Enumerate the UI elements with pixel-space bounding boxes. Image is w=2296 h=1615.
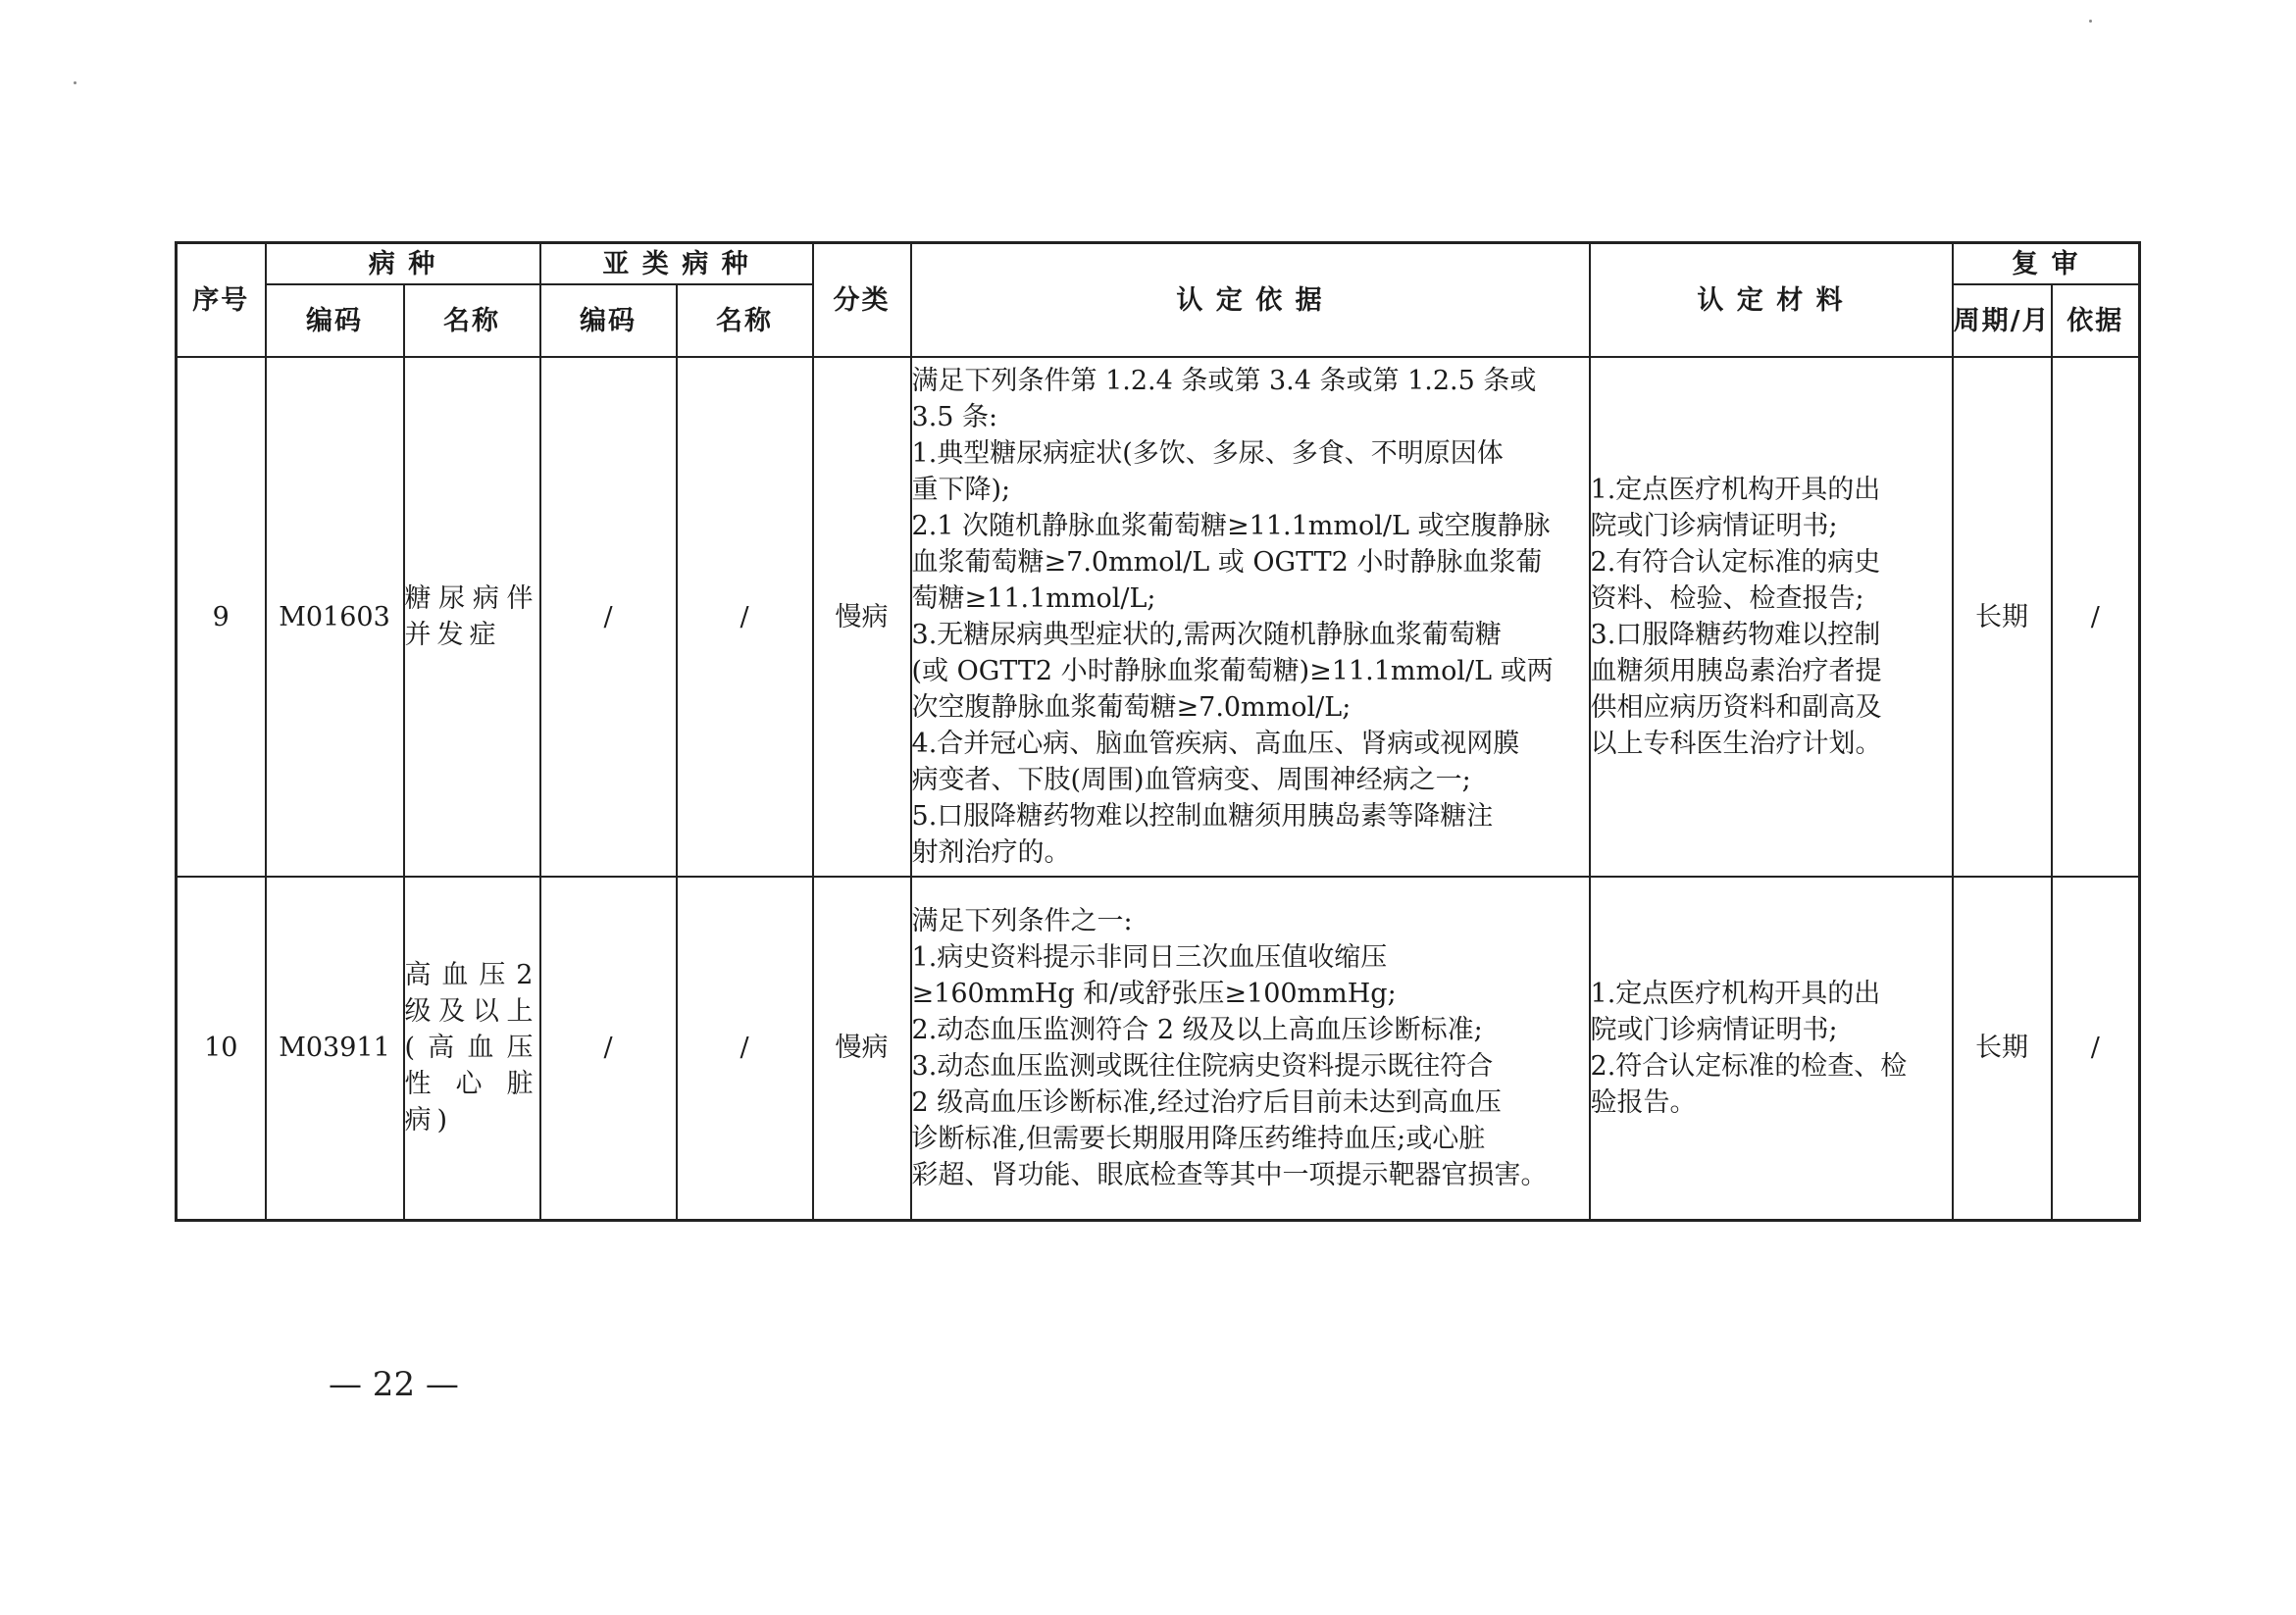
header-seq: 序号 bbox=[177, 243, 266, 358]
row-code: M01603 bbox=[266, 357, 404, 877]
basis-line: 重下降); bbox=[911, 475, 1011, 505]
materials-line: 院或门诊病情证明书; bbox=[1590, 511, 1838, 541]
page-number: — 22 — bbox=[329, 1365, 459, 1404]
basis-line: 血浆葡萄糖≥7.0mmol/L 或 OGTT2 小时静脉血浆葡 bbox=[911, 547, 1543, 578]
basis-line: 2 级高血压诊断标准,经过治疗后目前未达到高血压 bbox=[911, 1086, 1502, 1118]
basis-line: 射剂治疗的。 bbox=[911, 837, 1071, 868]
table-row bbox=[177, 357, 2140, 877]
header-code: 编码 bbox=[266, 284, 404, 357]
basis-line: (或 OGTT2 小时静脉血浆葡萄糖)≥11.1mmol/L 或两 bbox=[911, 656, 1554, 686]
row-name: 糖尿病伴并发症 bbox=[404, 357, 540, 877]
materials-line: 1.定点医疗机构开具的出 bbox=[1590, 475, 1881, 505]
row-sub-code: / bbox=[540, 357, 677, 877]
basis-line: 彩超、肾功能、眼底检查等其中一项提示靶器官损害。 bbox=[911, 1159, 1548, 1190]
header-disease-group: 病 种 bbox=[266, 243, 540, 285]
materials-line: 2.符合认定标准的检查、检 bbox=[1590, 1050, 1908, 1082]
row-category: 慢病 bbox=[813, 357, 911, 877]
basis-line: 1.典型糖尿病症状(多饮、多尿、多食、不明原因体 bbox=[911, 438, 1504, 469]
row-code: M03911 bbox=[266, 877, 404, 1220]
basis-line: 1.病史资料提示非同日三次血压值收缩压 bbox=[911, 941, 1388, 973]
basis-line: 满足下列条件第 1.2.4 条或第 3.4 条或第 1.2.5 条或 bbox=[911, 366, 1537, 396]
basis-line: 病变者、下肢(周围)血管病变、周围神经病之一; bbox=[911, 765, 1471, 795]
header-row-1 bbox=[177, 243, 2140, 285]
materials-line: 3.口服降糖药物难以控制 bbox=[1590, 620, 1881, 650]
materials-line: 以上专科医生治疗计划。 bbox=[1590, 729, 1882, 759]
header-review-group: 复 审 bbox=[1953, 243, 2140, 285]
header-sub-code: 编码 bbox=[540, 284, 677, 357]
row-period: 长期 bbox=[1953, 877, 2052, 1220]
basis-line: 3.动态血压监测或既往住院病史资料提示既往符合 bbox=[911, 1050, 1494, 1082]
basis-line: 诊断标准,但需要长期服用降压药维持血压;或心脏 bbox=[911, 1123, 1486, 1154]
row-name: 高血压2级及以上(高血压性心脏病) bbox=[404, 877, 540, 1220]
row-seq: 10 bbox=[177, 877, 266, 1220]
header-sub-name: 名称 bbox=[677, 284, 813, 357]
materials-line: 验报告。 bbox=[1590, 1086, 1697, 1118]
header-materials: 认 定 材 料 bbox=[1590, 243, 1953, 358]
table-row bbox=[177, 877, 2140, 1220]
row-seq: 9 bbox=[177, 357, 266, 877]
row-materials bbox=[1590, 877, 1953, 1220]
materials-line: 2.有符合认定标准的病史 bbox=[1590, 547, 1881, 578]
row-materials bbox=[1590, 357, 1953, 877]
row-category: 慢病 bbox=[813, 877, 911, 1220]
basis-line: 次空腹静脉血浆葡萄糖≥7.0mmol/L; bbox=[911, 692, 1352, 723]
basis-line: 3.无糖尿病典型症状的,需两次随机静脉血浆葡萄糖 bbox=[911, 620, 1502, 650]
row-sub-code: / bbox=[540, 877, 677, 1220]
header-category: 分类 bbox=[813, 243, 911, 358]
scan-speck bbox=[2089, 20, 2092, 23]
basis-line: 3.5 条: bbox=[911, 402, 998, 432]
row-review-basis: / bbox=[2052, 877, 2140, 1220]
basis-line: 5.口服降糖药物难以控制血糖须用胰岛素等降糖注 bbox=[911, 801, 1494, 832]
header-period: 周期/月 bbox=[1953, 284, 2052, 357]
header-basis: 认 定 依 据 bbox=[911, 243, 1590, 358]
basis-line: 4.合并冠心病、脑血管疾病、高血压、肾病或视网膜 bbox=[911, 729, 1520, 759]
row-sub-name: / bbox=[677, 877, 813, 1220]
basis-line: 满足下列条件之一: bbox=[911, 905, 1133, 936]
header-review-basis: 依据 bbox=[2052, 284, 2140, 357]
basis-line: 2.动态血压监测符合 2 级及以上高血压诊断标准; bbox=[911, 1014, 1483, 1045]
materials-line: 供相应病历资料和副高及 bbox=[1590, 692, 1882, 723]
materials-line: 资料、检验、检查报告; bbox=[1590, 583, 1864, 614]
materials-line: 院或门诊病情证明书; bbox=[1590, 1014, 1838, 1045]
materials-line: 1.定点医疗机构开具的出 bbox=[1590, 978, 1881, 1009]
row-basis bbox=[911, 357, 1590, 877]
row-review-basis: / bbox=[2052, 357, 2140, 877]
basis-line: ≥160mmHg 和/或舒张压≥100mmHg; bbox=[911, 978, 1397, 1009]
scan-speck bbox=[74, 81, 77, 84]
header-name: 名称 bbox=[404, 284, 540, 357]
row-sub-name: / bbox=[677, 357, 813, 877]
header-subtype-group: 亚 类 病 种 bbox=[540, 243, 813, 285]
row-basis bbox=[911, 877, 1590, 1220]
disease-table bbox=[175, 241, 2141, 1222]
row-period: 长期 bbox=[1953, 357, 2052, 877]
materials-line: 血糖须用胰岛素治疗者提 bbox=[1590, 656, 1882, 686]
basis-line: 2.1 次随机静脉血浆葡萄糖≥11.1mmol/L 或空腹静脉 bbox=[911, 511, 1551, 541]
basis-line: 萄糖≥11.1mmol/L; bbox=[911, 583, 1156, 614]
